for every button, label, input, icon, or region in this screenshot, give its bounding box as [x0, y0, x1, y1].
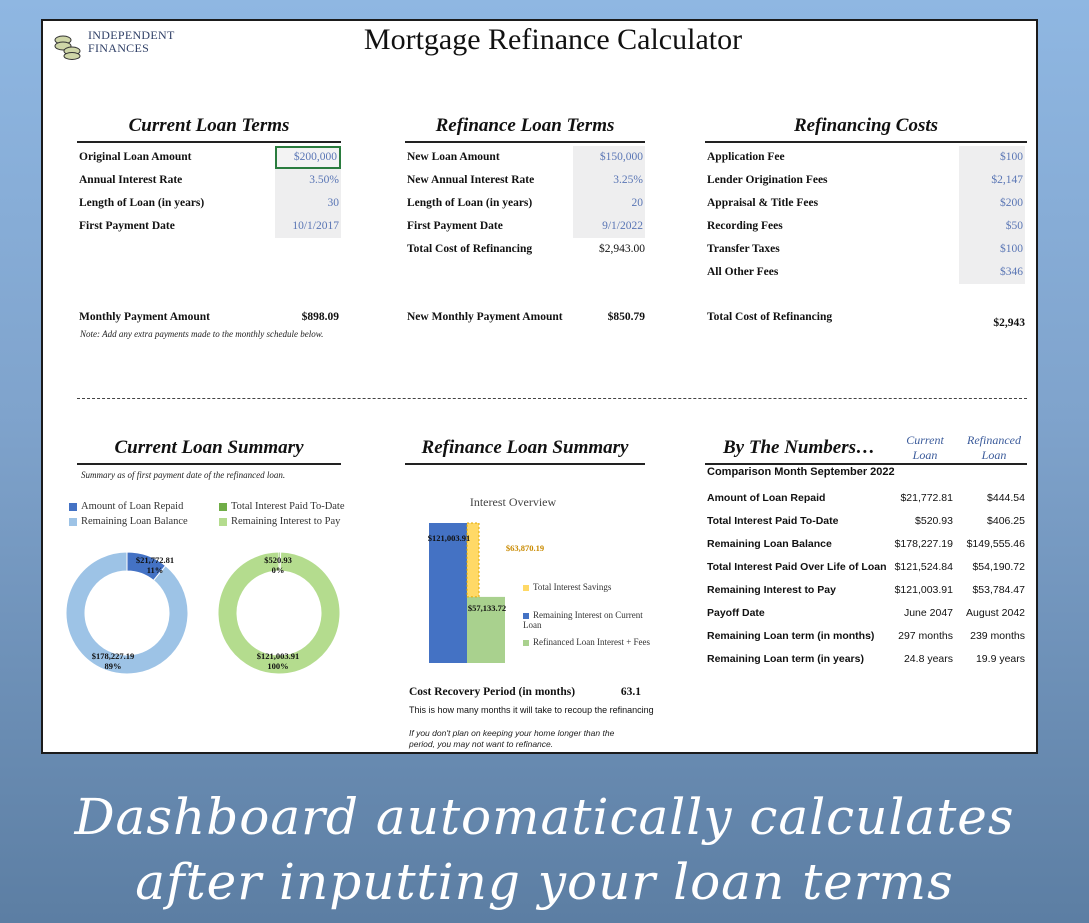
- new-loan-amount-input[interactable]: $150,000: [573, 146, 645, 169]
- current-remaining-label: $121,003.91: [427, 533, 471, 543]
- refi-value: $53,784.47: [972, 584, 1025, 596]
- row-label: Transfer Taxes: [707, 243, 780, 255]
- interest-remaining-swatch: [219, 518, 227, 526]
- donut1-small-label: [115, 555, 195, 575]
- legend-label: Total Interest Paid To-Date: [231, 501, 345, 512]
- numbers-row: [707, 602, 1031, 625]
- row-label: Cost Recovery Period (in months): [409, 686, 576, 698]
- donut2-small-label: [238, 555, 318, 575]
- metric-label: Remaining Loan Balance: [707, 538, 832, 550]
- percent: 11%: [146, 565, 164, 575]
- monthly-payment-value: $898.09: [301, 311, 339, 323]
- refi-value: 239 months: [970, 630, 1025, 642]
- legend-repaid: [69, 501, 183, 512]
- donut2-big-label: [238, 651, 318, 671]
- by-the-numbers-heading: By The Numbers…: [723, 437, 875, 458]
- legend-label: Remaining Interest to Pay: [231, 516, 341, 527]
- numbers-rule: [705, 463, 1027, 465]
- metric-label: Total Interest Paid Over Life of Loan: [707, 561, 887, 573]
- legend-current-remaining: [523, 610, 658, 630]
- refi-value: 19.9 years: [975, 653, 1025, 665]
- metric-label: Payoff Date: [707, 607, 765, 619]
- numbers-row: [707, 648, 1031, 671]
- origination-fees-input[interactable]: $2,147: [959, 169, 1025, 192]
- current-value: $178,227.19: [894, 538, 953, 550]
- first-payment-date-input[interactable]: 10/1/2017: [275, 215, 341, 238]
- current-loan-row: [79, 215, 341, 237]
- refinance-total-cost-row: [407, 238, 645, 260]
- caption-line-2: after inputting your loan terms: [135, 853, 954, 911]
- current-loan-terms-heading: Current Loan Terms: [77, 115, 341, 143]
- row-label: Original Loan Amount: [79, 151, 192, 163]
- recording-fees-input[interactable]: $50: [959, 215, 1025, 238]
- row-label: Recording Fees: [707, 220, 783, 232]
- application-fee-input[interactable]: $100: [959, 146, 1025, 169]
- refinancing-total-row: [707, 306, 1025, 328]
- current-value: $520.93: [915, 515, 953, 527]
- refinance-warning: If you don't plan on keeping your home longer than the period, you may not want to refinance.: [409, 728, 615, 749]
- refinance-loan-row: [407, 146, 645, 168]
- numbers-row: [707, 625, 1031, 648]
- donut1-big-label: [73, 651, 153, 671]
- new-monthly-payment-row: [407, 306, 645, 328]
- refi-value: $444.54: [987, 492, 1025, 504]
- refinance-loan-row: [407, 215, 645, 237]
- refi-swatch: [523, 640, 529, 646]
- metric-label: Total Interest Paid To-Date: [707, 515, 839, 527]
- logo-line-1: INDEPENDENT: [88, 28, 175, 42]
- recovery-note: This is how many months it will take to recoup the refinancing: [409, 705, 654, 715]
- savings-label: $63,870.19: [505, 543, 545, 553]
- current-loan-row: [79, 192, 341, 214]
- current-value: $121,003.91: [894, 584, 953, 596]
- legend-label: Remaining Interest on Current Loan: [523, 610, 643, 630]
- amount: $520.93: [264, 555, 292, 565]
- legend-interest-remaining: [219, 516, 340, 527]
- row-label: Length of Loan (in years): [79, 197, 205, 209]
- current-value: 24.8 years: [903, 653, 953, 665]
- row-label: New Loan Amount: [407, 151, 500, 163]
- current-value: 297 months: [898, 630, 953, 642]
- refinance-total-cost-value: $2,943.00: [599, 243, 645, 255]
- new-interest-rate-input[interactable]: 3.25%: [573, 169, 645, 192]
- amount: $21,772.81: [135, 555, 175, 565]
- refinance-loan-row: [407, 192, 645, 214]
- current-value: $121,524.84: [894, 561, 953, 573]
- cost-recovery-row: [409, 681, 641, 703]
- amount: $121,003.91: [256, 651, 300, 661]
- metric-label: Amount of Loan Repaid: [707, 492, 826, 504]
- legend-balance: [69, 516, 188, 527]
- legend-label: Refinanced Loan Interest + Fees: [533, 637, 651, 647]
- row-label: New Monthly Payment Amount: [407, 311, 563, 323]
- row-label: Total Cost of Refinancing: [707, 311, 833, 323]
- balance-swatch: [69, 518, 77, 526]
- refi-value: $54,190.72: [972, 561, 1025, 573]
- row-label: Lender Origination Fees: [707, 174, 828, 186]
- refinance-loan-terms-heading: Refinance Loan Terms: [405, 115, 645, 143]
- current-loan-summary-heading: Current Loan Summary: [77, 437, 341, 465]
- numbers-row: [707, 556, 1031, 579]
- monthly-payment-row: [79, 306, 339, 328]
- legend-savings: [523, 582, 611, 592]
- legend-label: Amount of Loan Repaid: [81, 501, 184, 512]
- savings-swatch: [523, 585, 529, 591]
- comparison-month: Comparison Month September 2022: [707, 466, 895, 478]
- percent: 0%: [271, 565, 285, 575]
- section-divider: [77, 398, 1027, 399]
- row-label: First Payment Date: [407, 220, 503, 232]
- row-label: Total Cost of Refinancing: [407, 243, 533, 255]
- refinancing-total-value: $2,943: [993, 317, 1025, 329]
- logo-line-2: FINANCES: [88, 41, 150, 55]
- new-first-payment-date-input[interactable]: 9/1/2022: [573, 215, 645, 238]
- refinance-loan-summary-heading: Refinance Loan Summary: [405, 437, 645, 465]
- appraisal-title-fees-input[interactable]: $200: [959, 192, 1025, 215]
- refi-value: August 2042: [966, 607, 1025, 619]
- numbers-row: [707, 487, 1031, 510]
- current-value: $21,772.81: [900, 492, 953, 504]
- refinancing-costs-heading: Refinancing Costs: [705, 115, 1027, 143]
- current-remaining-swatch: [523, 613, 529, 619]
- metric-label: Remaining Loan term (in years): [707, 653, 864, 665]
- summary-note: Summary as of first payment date of the refinanced loan.: [81, 470, 286, 480]
- percent: 100%: [267, 661, 289, 671]
- legend-refi: [523, 637, 650, 647]
- interest-overview-title: Interest Overview: [469, 495, 557, 509]
- cost-row: [707, 192, 1025, 214]
- current-loan-row: [79, 169, 341, 191]
- numbers-row: [707, 579, 1031, 602]
- interest-paid-swatch: [219, 503, 227, 511]
- row-label: Annual Interest Rate: [79, 174, 183, 186]
- extra-payments-note: Note: Add any extra payments made to the monthly schedule below.: [80, 329, 324, 339]
- cost-row: [707, 238, 1025, 260]
- other-fees-input[interactable]: $346: [959, 261, 1025, 284]
- original-loan-amount-input[interactable]: $200,000: [275, 146, 341, 169]
- current-remaining-interest-bar: [429, 523, 467, 663]
- new-loan-length-input[interactable]: 20: [573, 192, 645, 215]
- current-value: June 2047: [903, 607, 953, 619]
- metric-label: Remaining Interest to Pay: [707, 584, 836, 596]
- refi-total-label: $57,133.72: [467, 603, 507, 613]
- row-label: Appraisal & Title Fees: [707, 197, 819, 209]
- cost-row: [707, 215, 1025, 237]
- row-label: All Other Fees: [707, 266, 779, 278]
- row-label: First Payment Date: [79, 220, 175, 232]
- refi-value: $406.25: [987, 515, 1025, 527]
- metric-label: Remaining Loan term (in months): [707, 630, 875, 642]
- amount: $178,227.19: [91, 651, 135, 661]
- numbers-row: [707, 510, 1031, 533]
- loan-length-input[interactable]: 30: [275, 192, 341, 215]
- current-loan-column-head: Current Loan: [906, 433, 944, 462]
- refinance-loan-row: [407, 169, 645, 191]
- percent: 89%: [104, 661, 122, 671]
- row-label: Length of Loan (in years): [407, 197, 533, 209]
- new-monthly-payment-value: $850.79: [607, 311, 645, 323]
- cost-recovery-value: 63.1: [620, 686, 641, 698]
- cost-row: [707, 261, 1025, 283]
- current-loan-row: [79, 146, 341, 168]
- refi-value: $149,555.46: [966, 538, 1025, 550]
- legend-interest-paid: [219, 501, 345, 512]
- cost-row: [707, 146, 1025, 168]
- numbers-row: [707, 533, 1031, 556]
- refinanced-loan-column-head: Refinanced Loan: [967, 433, 1021, 462]
- annual-interest-rate-input[interactable]: 3.50%: [275, 169, 341, 192]
- repaid-swatch: [69, 503, 77, 511]
- legend-label: Remaining Loan Balance: [81, 516, 188, 527]
- cost-row: [707, 169, 1025, 191]
- row-label: New Annual Interest Rate: [407, 174, 535, 186]
- caption-line-1: Dashboard automatically calculates: [74, 788, 1015, 846]
- page-title: Mortgage Refinance Calculator: [363, 23, 743, 56]
- legend-label: Total Interest Savings: [533, 582, 612, 592]
- transfer-taxes-input[interactable]: $100: [959, 238, 1025, 261]
- spreadsheet-dashboard: [41, 19, 1038, 754]
- row-label: Application Fee: [707, 151, 785, 163]
- row-label: Monthly Payment Amount: [79, 311, 210, 323]
